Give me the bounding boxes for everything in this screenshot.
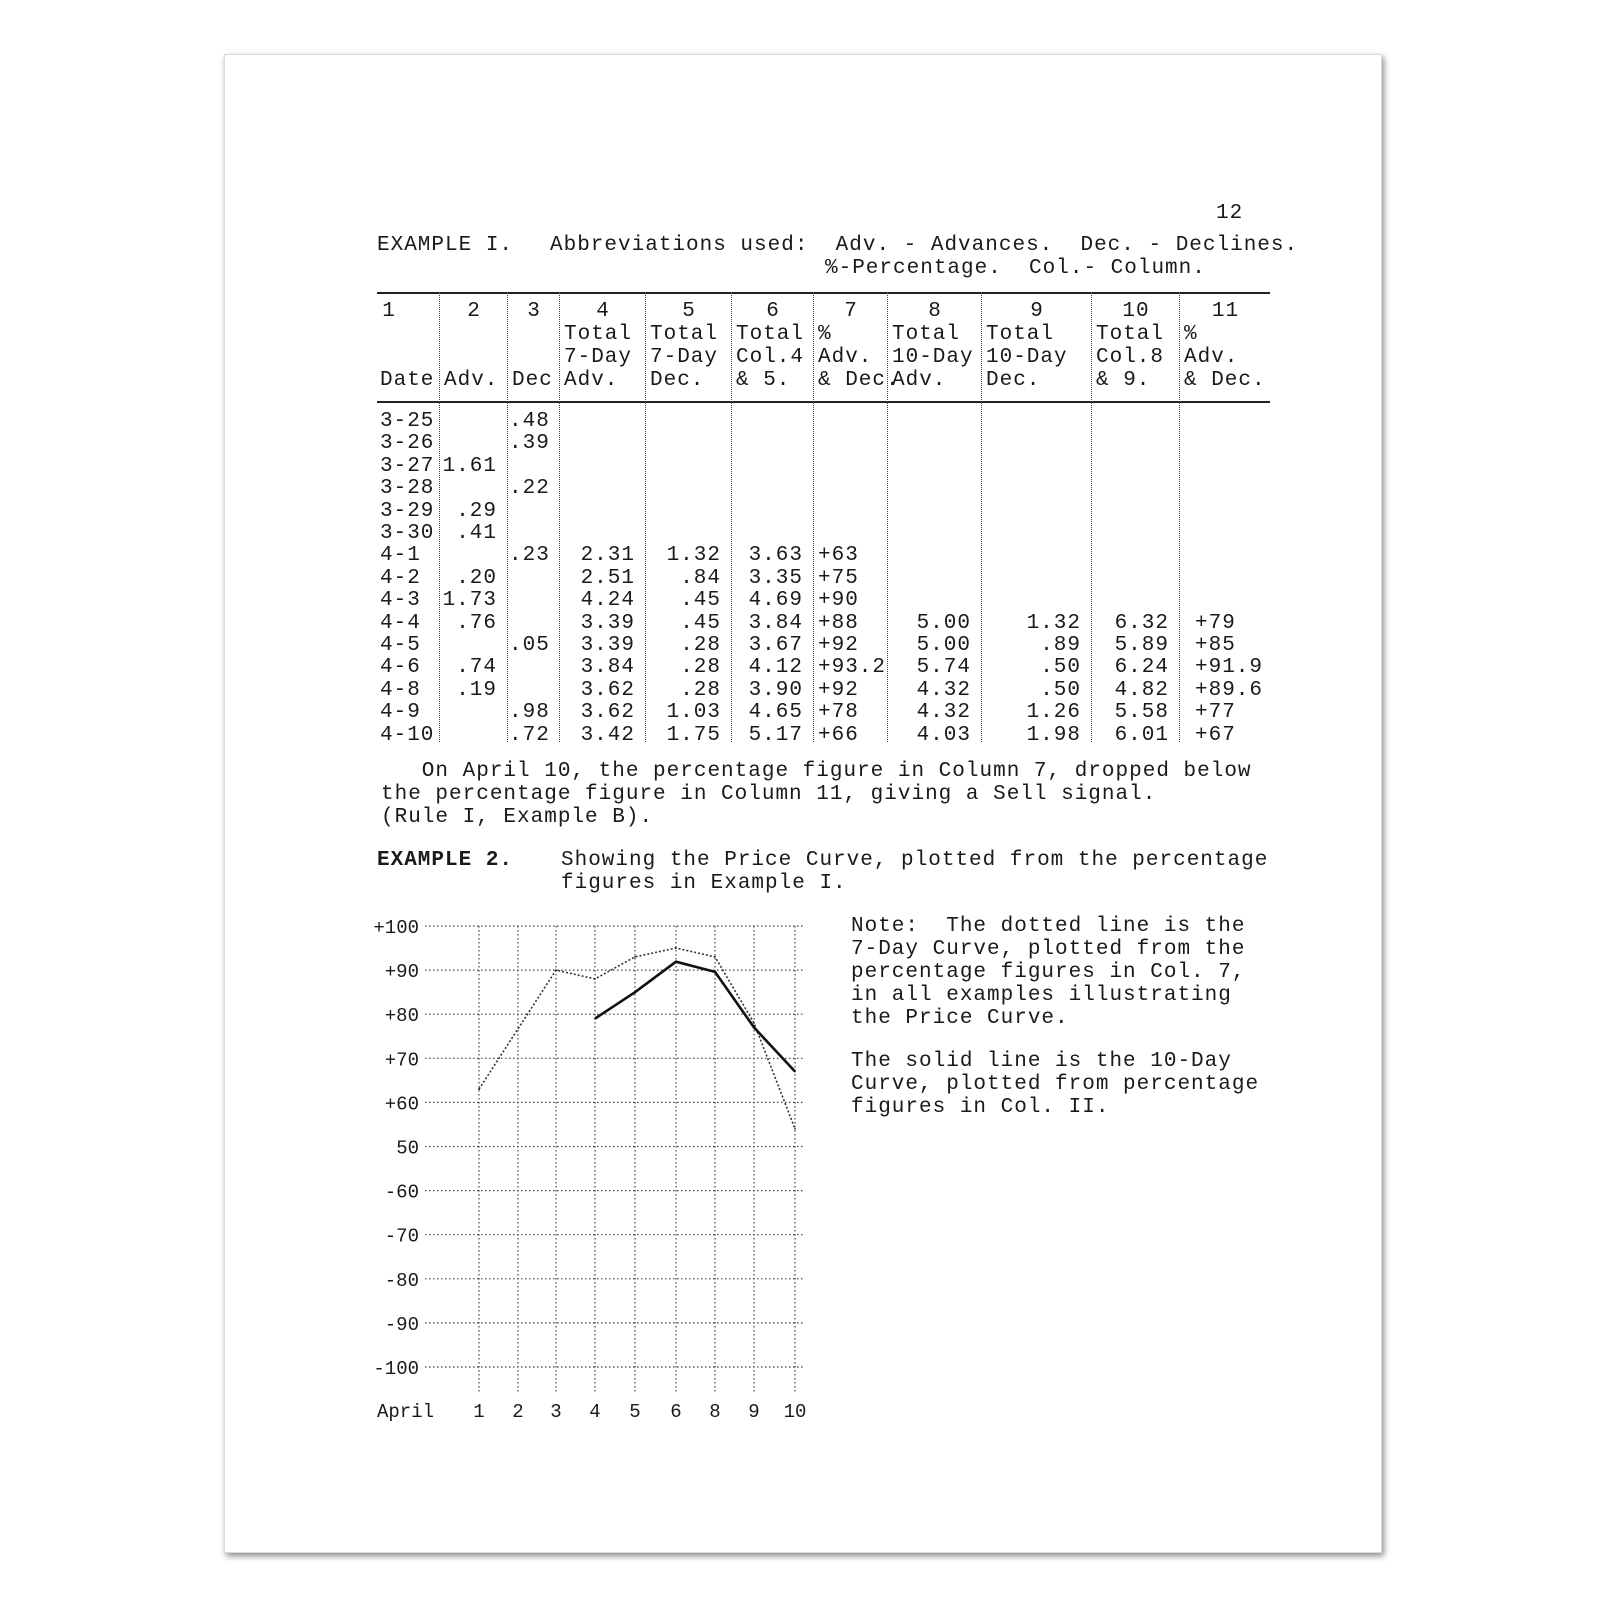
column-number: 7 [844,300,858,323]
table-cell: +78 [818,701,859,725]
table-cell: +88 [818,611,859,635]
x-tick-label: 8 [709,1401,721,1423]
table-cell: 3.39 [580,634,635,657]
x-axis-title: April [377,1401,435,1423]
curve-point [634,956,636,958]
column-header-text: Total [1096,323,1165,346]
column-header-text: 10-Day [892,346,974,369]
table-cell: 3.62 [580,701,635,725]
page-number: 12 [1216,202,1244,225]
table-cell: 5.89 [1114,634,1169,657]
table-cell: .28 [680,656,721,680]
table-cell: .45 [680,589,721,613]
note-line-5: the Price Curve. [851,1007,1069,1030]
column-divider [731,292,732,742]
row-date: 3-29 [380,499,435,523]
x-tick-label: 10 [783,1401,807,1423]
row-date: 4-6 [380,656,421,680]
table-cell: 1.75 [666,723,721,747]
column-header-text: & 5. [736,369,791,392]
column-header-text: & Dec. [1184,369,1266,392]
column-header-text: % [818,323,832,346]
table-cell: 2.51 [580,566,635,590]
table-cell: 3.67 [748,634,803,657]
table-cell: 4.24 [580,589,635,613]
table-cell: +79 [1195,611,1236,635]
table-cell: .28 [680,634,721,657]
table-cell: .76 [456,611,497,635]
column-divider [1091,292,1092,742]
column-number: 2 [467,300,481,323]
column-number: 10 [1122,300,1150,323]
table-cell: .50 [1040,678,1081,702]
curve-point [555,969,557,971]
table-cell: .72 [509,723,550,747]
table-cell: +63 [818,544,859,568]
table-cell: 1.73 [442,589,497,613]
column-header-text: Adv. [444,369,499,392]
table-cell: +89.6 [1195,678,1264,702]
column-header-text: Adv. [564,369,619,392]
table-cell: .20 [456,566,497,590]
table-cell: .05 [509,634,550,657]
table-cell: .22 [509,477,550,501]
column-divider [559,292,560,742]
table-cell: 3.42 [580,723,635,747]
table-cell: .23 [509,544,550,568]
table-cell: +92 [818,634,859,657]
table-cell: 6.32 [1114,611,1169,635]
table-cell: 6.24 [1114,656,1169,680]
curve-point [675,961,677,963]
abbreviations-line-1: Abbreviations used: Adv. - Advances. Dec. - Declines. [550,234,1299,257]
column-header-text: % [1184,323,1198,346]
note-line-3: percentage figures in Col. 7, [851,961,1246,984]
note-line-1: Note: The dotted line is the [851,915,1246,938]
table-cell: 4.03 [916,723,971,747]
table-cell: 1.98 [1026,723,1081,747]
row-date: 4-1 [380,544,421,568]
table-cell: +93.2 [818,656,887,680]
column-divider [813,292,814,742]
document-page [224,54,1382,1553]
curve-point [714,956,716,958]
example1-label: EXAMPLE I. [377,234,514,257]
curve-point [594,978,596,980]
column-header-text: Dec. [986,369,1041,392]
column-number: 6 [766,300,780,323]
y-tick-label: -80 [384,1269,419,1292]
paragraph-line-1: On April 10, the percentage figure in Column 7, dropped below [381,760,1252,783]
y-tick-label: -70 [384,1225,419,1248]
table-cell: 1.32 [1026,611,1081,635]
x-tick-label: 4 [589,1401,601,1423]
table-cell: .74 [456,656,497,680]
column-divider [645,292,646,742]
note2-line-1: The solid line is the 10-Day [851,1050,1232,1073]
y-tick-label: -90 [384,1313,419,1336]
table-cell: 3.35 [748,566,803,590]
table-cell: +75 [818,566,859,590]
note2-line-2: Curve, plotted from percentage [851,1073,1260,1096]
ten-day-curve-line [595,962,795,1072]
table-cell: 5.58 [1114,701,1169,725]
column-header-text: Total [736,323,805,346]
table-cell: 1.03 [666,701,721,725]
note-line-2: 7-Day Curve, plotted from the [851,938,1246,961]
column-header-text: Adv. [892,369,947,392]
column-header-text: & 9. [1096,369,1151,392]
table-cell: +67 [1195,723,1236,747]
column-header-text: 10-Day [986,346,1068,369]
row-date: 4-4 [380,611,421,635]
table-cell: 3.90 [748,678,803,702]
table-cell: 3.39 [580,611,635,635]
curve-point [753,1027,755,1029]
price-curve-chart [365,905,845,1435]
table-cell: 1.32 [666,544,721,568]
table-cell: .48 [509,410,550,433]
column-header-text: Total [564,323,633,346]
curve-point [634,991,636,993]
column-header-text: Adv. [1184,346,1239,369]
row-date: 4-9 [380,701,421,725]
column-number: 3 [527,300,541,323]
column-header-text: Col.4 [736,346,805,369]
paragraph-line-3: (Rule I, Example B). [381,806,654,829]
row-date: 3-28 [380,477,435,501]
x-tick-label: 9 [748,1401,760,1423]
table-cell: 3.62 [580,678,635,702]
column-divider [981,292,982,742]
x-tick-label: 3 [550,1401,562,1423]
row-date: 4-8 [380,678,421,702]
example2-line-1: Showing the Price Curve, plotted from the percentage [561,849,1269,872]
x-tick-label: 6 [670,1401,682,1423]
row-date: 3-30 [380,522,435,545]
table-cell: 4.69 [748,589,803,613]
column-header-text: Col.8 [1096,346,1165,369]
x-tick-label: 1 [473,1401,485,1423]
column-header-text: Adv. [818,346,873,369]
table-cell: 5.17 [748,723,803,747]
curve-point [794,1128,796,1130]
column-number: 5 [682,300,696,323]
column-header-text: Dec [512,369,553,392]
table-cell: 4.12 [748,656,803,680]
curve-point [714,971,716,973]
example2-label: EXAMPLE 2. [377,849,514,872]
table-cell: 6.01 [1114,723,1169,747]
table-cell: +90 [818,589,859,613]
y-tick-label: +60 [384,1093,419,1116]
table-top-rule [377,292,1270,294]
column-number: 8 [928,300,942,323]
y-tick-label: +80 [384,1005,419,1028]
seven-day-curve-line [479,948,795,1129]
column-header-text: Dec. [650,369,705,392]
table-cell: +85 [1195,634,1236,657]
column-number: 11 [1211,300,1240,323]
x-tick-label: 2 [512,1401,524,1423]
table-header-rule [377,401,1270,403]
y-tick-label: -60 [384,1181,419,1204]
row-date: 3-25 [380,410,435,433]
table-cell: 4.32 [916,678,971,702]
row-date: 4-10 [380,723,435,747]
table-cell: +77 [1195,701,1236,725]
row-date: 3-26 [380,432,435,456]
curve-point [594,1018,596,1020]
table-cell: 2.31 [580,544,635,568]
table-cell: .84 [680,566,721,590]
column-header-text: 7-Day [650,346,719,369]
note2-line-3: figures in Col. II. [851,1096,1110,1119]
table-cell: +66 [818,723,859,747]
curve-point [794,1071,796,1073]
table-cell: 4.65 [748,701,803,725]
table-cell: 5.00 [916,634,971,657]
row-date: 4-3 [380,589,421,613]
table-cell: 1.26 [1026,701,1081,725]
y-tick-label: +100 [373,917,419,939]
table-cell: .45 [680,611,721,635]
table-cell: 3.84 [580,656,635,680]
table-cell: .29 [456,499,497,523]
column-divider [1179,292,1180,742]
column-number: 4 [596,300,610,323]
row-date: 3-27 [380,454,435,478]
y-tick-label: +90 [384,961,419,984]
curve-point [675,947,677,949]
table-cell: 4.82 [1114,678,1169,702]
row-date: 4-5 [380,634,421,657]
table-cell: .19 [456,678,497,702]
column-header-text: Total [892,323,961,346]
table-cell: .39 [509,432,550,456]
table-cell: .41 [456,522,497,545]
table-cell: .98 [509,701,550,725]
paragraph-line-2: the percentage figure in Column 11, giving a Sell signal. [381,783,1157,806]
y-tick-label: +70 [384,1049,419,1072]
y-tick-label: -100 [373,1358,419,1380]
column-number: 1 [382,300,396,323]
curve-point [753,1022,755,1024]
table-cell: .89 [1040,634,1081,657]
curve-point [478,1088,480,1090]
table-cell: +92 [818,678,859,702]
table-cell: 1.61 [442,454,497,478]
column-divider [887,292,888,742]
table-cell: +91.9 [1195,656,1264,680]
y-tick-label: 50 [396,1137,419,1160]
table-cell: 4.32 [916,701,971,725]
table-cell: .28 [680,678,721,702]
example2-line-2: figures in Example I. [561,872,847,895]
x-tick-label: 5 [629,1401,641,1423]
row-date: 4-2 [380,566,421,590]
column-number: 9 [1030,300,1044,323]
column-divider [507,292,508,742]
column-header-text: Total [986,323,1055,346]
table-cell: 3.84 [748,611,803,635]
table-cell: 5.00 [916,611,971,635]
table-cell: 3.63 [748,544,803,568]
table-cell: .50 [1040,656,1081,680]
column-header-text: 7-Day [564,346,633,369]
table-cell: 5.74 [916,656,971,680]
column-header-text: Total [650,323,719,346]
abbreviations-line-2: %-Percentage. Col.- Column. [825,257,1206,280]
column-divider [439,292,440,742]
column-header-text: Date [380,369,435,392]
column-header-text: & Dec. [818,369,900,392]
note-line-4: in all examples illustrating [851,984,1232,1007]
